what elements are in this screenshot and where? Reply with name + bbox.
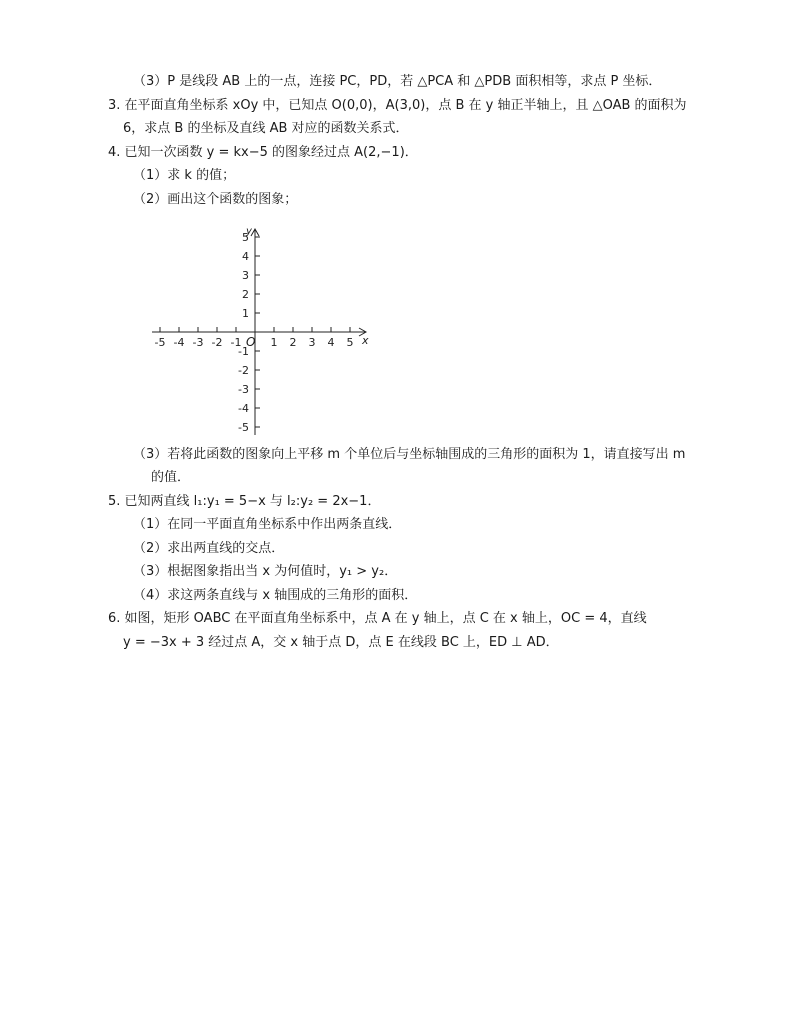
text-line: （2）求出两直线的交点． [133, 541, 285, 556]
x-axis-label: x [362, 334, 369, 347]
text-line: （2）画出这个函数的图象； [133, 192, 298, 207]
y-tick-label: 3 [242, 269, 249, 282]
y-tick-label: -1 [238, 345, 249, 358]
y-tick-label: 1 [242, 307, 249, 320]
text-line: 4. 已知一次函数 y = kx−5 的图象经过点 A(2,−1)． [108, 145, 418, 160]
x-tick-label: -3 [192, 336, 204, 349]
x-tick-label: -4 [173, 336, 185, 349]
y-tick-label: 4 [242, 250, 249, 263]
y-tick-label: -3 [238, 383, 249, 396]
x-tick-label: 5 [346, 336, 354, 349]
y-axis-label: y [246, 226, 252, 237]
text-line: （3）若将此函数的图象向上平移 m 个单位后与坐标轴围成的三角形的面积为 1，请直接写出 m [133, 447, 686, 462]
x-tick-label: -5 [154, 336, 166, 349]
text-line: y = −3x + 3 经过点 A，交 x 轴于点 D，点 E 在线段 BC 上，ED ⊥ AD． [123, 635, 559, 650]
y-tick-label: 5 [242, 231, 249, 244]
text-line: 3. 在平面直角坐标系 xOy 中，已知点 O(0,0)，A(3,0)，点 B 在 y 轴正半轴上，且 △OAB 的面积为 [108, 98, 687, 113]
text-line: 的值． [151, 470, 191, 485]
x-tick-label: 3 [308, 336, 316, 349]
text-line: （4）求这两条直线与 x 轴围成的三角形的面积． [133, 588, 418, 603]
coordinate-grid [148, 223, 372, 439]
x-tick-label: 2 [289, 336, 297, 349]
y-tick-label: -5 [238, 421, 249, 434]
x-tick-label: -1 [230, 336, 242, 349]
y-tick-label: -2 [238, 364, 249, 377]
x-tick-label: -2 [211, 336, 223, 349]
text-line: （3）根据图象指出当 x 为何值时，y₁ > y₂． [133, 564, 398, 579]
text-line: 6. 如图，矩形 OABC 在平面直角坐标系中，点 A 在 y 轴上，点 C 在 x 轴上，OC = 4，直线 [108, 611, 647, 626]
origin-label: O [246, 335, 256, 349]
text-line: 5. 已知两直线 l₁:y₁ = 5−x 与 l₂:y₂ = 2x−1． [108, 494, 381, 509]
text-line: （1）在同一平面直角坐标系中作出两条直线． [133, 517, 402, 532]
text-line: （1）求 k 的值； [133, 168, 236, 183]
y-tick-label: -4 [238, 402, 249, 415]
x-tick-label: 4 [327, 336, 335, 349]
text-line: 6，求点 B 的坐标及直线 AB 对应的函数关系式． [123, 121, 409, 136]
y-tick-label: 2 [242, 288, 249, 301]
x-tick-label: 1 [270, 336, 278, 349]
text-line: （3）P 是线段 AB 上的一点，连接 PC，PD，若 △PCA 和 △PDB 面积相等，求点 P 坐标． [133, 74, 662, 89]
